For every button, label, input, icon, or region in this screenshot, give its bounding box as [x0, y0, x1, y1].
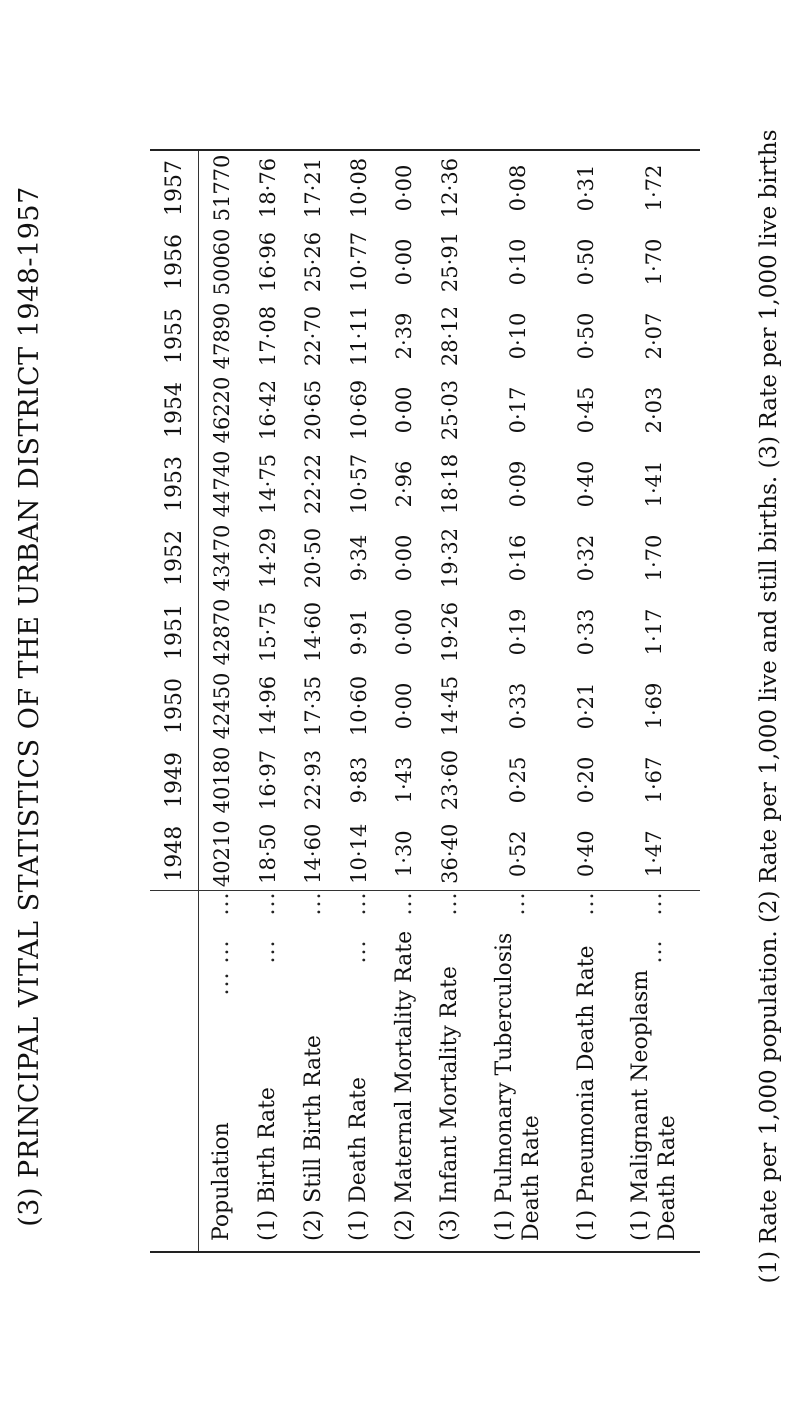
- value-cell: 18·76: [255, 157, 280, 219]
- value-cell: 17·35: [301, 675, 326, 737]
- table-row: [199, 151, 245, 1251]
- value-cell: 14·75: [255, 453, 280, 515]
- year-header: 1952: [150, 521, 199, 595]
- value-cell: 9·91: [346, 608, 371, 656]
- value-cell: 10·08: [346, 157, 371, 219]
- value-cell: 25·91: [437, 231, 462, 293]
- value-cell: 10·60: [346, 675, 371, 737]
- leader-dots: ...: [346, 891, 372, 916]
- value-cell: 1·41: [642, 460, 667, 508]
- value-cell: 0·16: [505, 534, 530, 582]
- vital-statistics-table: [150, 149, 700, 1253]
- row-label-cell: [563, 891, 609, 1251]
- leader-dots: ...: [437, 891, 463, 916]
- value-cell: 1·72: [642, 164, 667, 212]
- value-cell: 46220: [209, 376, 234, 444]
- value-cell: 15·75: [255, 601, 280, 663]
- value-cell: 1·70: [642, 534, 667, 582]
- row-label: (1) Pneumonia Death Rate: [573, 945, 599, 1241]
- leader-dots: ...: [641, 891, 667, 916]
- footnote: (1) Rate per 1,000 population. (2) Rate per 1,000 live and still births. (3) Rate per 1,000 live births: [756, 129, 782, 1284]
- value-cell: 0·09: [505, 460, 530, 508]
- value-cell: 36·40: [437, 823, 462, 884]
- year-header: 1957: [150, 151, 199, 225]
- year-header: 1956: [150, 225, 199, 299]
- value-cell: 1·17: [642, 608, 667, 656]
- value-cell: 14·96: [255, 675, 280, 737]
- value-cell: 0·33: [574, 608, 599, 656]
- year-header: 1951: [150, 595, 199, 669]
- row-label: (2) Still Birth Rate: [300, 1035, 326, 1241]
- value-cell: 9·83: [346, 756, 371, 804]
- row-label: Population: [209, 1122, 235, 1241]
- row-label: (1) Death Rate: [346, 1077, 372, 1241]
- value-cell: 0·00: [392, 534, 417, 582]
- value-cell: 0·32: [574, 534, 599, 582]
- value-cell: 44740: [209, 450, 234, 518]
- value-cell: 0·00: [392, 386, 417, 434]
- value-cell: 2·03: [642, 386, 667, 434]
- value-cell: 40210: [209, 820, 234, 888]
- leader-dots: ...: [209, 891, 235, 916]
- value-cell: 11·11: [346, 305, 371, 367]
- table-row: [290, 151, 336, 1251]
- leader-dots: ...: [255, 891, 281, 916]
- value-cell: 0·00: [392, 164, 417, 212]
- row-label-cell: [427, 891, 473, 1251]
- year-header: 1950: [150, 669, 199, 743]
- value-cell: 0·20: [574, 756, 599, 804]
- value-cell: 51770: [209, 154, 234, 222]
- year-header: 1954: [150, 373, 199, 447]
- value-cell: 1·67: [642, 756, 667, 804]
- value-cell: 0·40: [574, 830, 599, 878]
- value-cell: 1·70: [642, 238, 667, 286]
- leader-dots: ... ...: [209, 939, 235, 996]
- page-title: (3) PRINCIPAL VITAL STATISTICS OF THE URBAN DISTRICT 1948-1957: [14, 186, 45, 1227]
- value-cell: 10·69: [346, 379, 371, 441]
- row-label: (1) Pulmonary Tuberculosis Death Rate: [491, 932, 544, 1241]
- value-cell: 18·50: [255, 823, 280, 884]
- table-row: [563, 151, 609, 1251]
- value-cell: 1·43: [392, 756, 417, 804]
- value-cell: 43470: [209, 524, 234, 592]
- value-cell: 1·69: [642, 682, 667, 730]
- value-cell: 0·00: [392, 608, 417, 656]
- value-cell: 0·50: [574, 238, 599, 286]
- value-cell: 1·30: [392, 830, 417, 878]
- value-cell: 20·50: [301, 527, 326, 589]
- value-cell: 1·47: [642, 830, 667, 878]
- row-label-cell: [199, 891, 245, 1251]
- value-cell: 0·52: [505, 830, 530, 878]
- value-cell: 2·07: [642, 312, 667, 360]
- value-cell: 0·00: [392, 238, 417, 286]
- value-cell: 23·60: [437, 749, 462, 811]
- value-cell: 0·10: [505, 312, 530, 360]
- row-label-cell: [290, 891, 336, 1251]
- row-label: (2) Maternal Mortality Rate: [391, 930, 417, 1241]
- value-cell: 42450: [209, 672, 234, 740]
- value-cell: 25·26: [301, 231, 326, 293]
- value-cell: 10·57: [346, 453, 371, 515]
- leader-dots: ...: [391, 891, 417, 916]
- value-cell: 17·21: [301, 157, 326, 219]
- value-cell: 14·60: [301, 823, 326, 884]
- value-cell: 17·08: [255, 305, 280, 367]
- table-row: [609, 151, 700, 1251]
- value-cell: 14·45: [437, 675, 462, 737]
- year-header: 1948: [150, 817, 199, 891]
- value-cell: 0·21: [574, 682, 599, 730]
- value-cell: 0·17: [505, 386, 530, 434]
- value-cell: 2·39: [392, 312, 417, 360]
- value-cell: 0·19: [505, 608, 530, 656]
- value-cell: 0·40: [574, 460, 599, 508]
- table-row: [381, 151, 427, 1251]
- value-cell: 18·18: [437, 453, 462, 515]
- value-cell: 0·10: [505, 238, 530, 286]
- value-cell: 19·26: [437, 601, 462, 663]
- value-cell: 50060: [209, 228, 234, 296]
- table-row: [336, 151, 382, 1251]
- table-row: [427, 151, 473, 1251]
- value-cell: 42870: [209, 598, 234, 666]
- value-cell: 10·77: [346, 231, 371, 293]
- leader-dots: ...: [255, 939, 281, 964]
- row-label-cell: [381, 891, 427, 1251]
- value-cell: 9·34: [346, 534, 371, 582]
- value-cell: 10·14: [346, 823, 371, 884]
- row-label: (1) Malignant Neoplasm Death Rate: [628, 969, 681, 1241]
- leader-dots: ...: [346, 939, 372, 964]
- year-header: 1953: [150, 447, 199, 521]
- year-header: 1955: [150, 299, 199, 373]
- table-row: [472, 151, 563, 1251]
- value-cell: 0·33: [505, 682, 530, 730]
- leader-dots: ...: [641, 939, 667, 964]
- leader-dots: ...: [505, 891, 531, 916]
- value-cell: 0·45: [574, 386, 599, 434]
- value-cell: 40180: [209, 746, 234, 814]
- leader-dots: ...: [573, 891, 599, 916]
- value-cell: 22·70: [301, 305, 326, 367]
- value-cell: 19·32: [437, 527, 462, 589]
- value-cell: 0·31: [574, 164, 599, 212]
- value-cell: 22·22: [301, 453, 326, 515]
- value-cell: 16·42: [255, 379, 280, 441]
- value-cell: 16·96: [255, 231, 280, 293]
- value-cell: 12·36: [437, 157, 462, 219]
- leader-dots: ...: [300, 891, 326, 916]
- value-cell: 0·08: [505, 164, 530, 212]
- value-cell: 25·03: [437, 379, 462, 441]
- value-cell: 0·25: [505, 756, 530, 804]
- value-cell: 47890: [209, 302, 234, 370]
- row-label: (1) Birth Rate: [255, 1087, 281, 1241]
- row-label: (3) Infant Mortality Rate: [437, 966, 463, 1241]
- row-label-cell: [472, 891, 563, 1251]
- row-label-cell: [336, 891, 382, 1251]
- value-cell: 14·60: [301, 601, 326, 663]
- value-cell: 28·12: [437, 305, 462, 367]
- value-cell: 0·00: [392, 682, 417, 730]
- value-cell: 20·65: [301, 379, 326, 441]
- row-label-cell: [245, 891, 291, 1251]
- row-label-cell: [609, 891, 700, 1251]
- value-cell: 0·50: [574, 312, 599, 360]
- value-cell: 14·29: [255, 527, 280, 589]
- header-corner: [150, 891, 199, 1251]
- value-cell: 16·97: [255, 749, 280, 811]
- table-row: [245, 151, 291, 1251]
- year-header-row: [150, 151, 199, 1251]
- year-header: 1949: [150, 743, 199, 817]
- value-cell: 2·96: [392, 460, 417, 508]
- value-cell: 22·93: [301, 749, 326, 811]
